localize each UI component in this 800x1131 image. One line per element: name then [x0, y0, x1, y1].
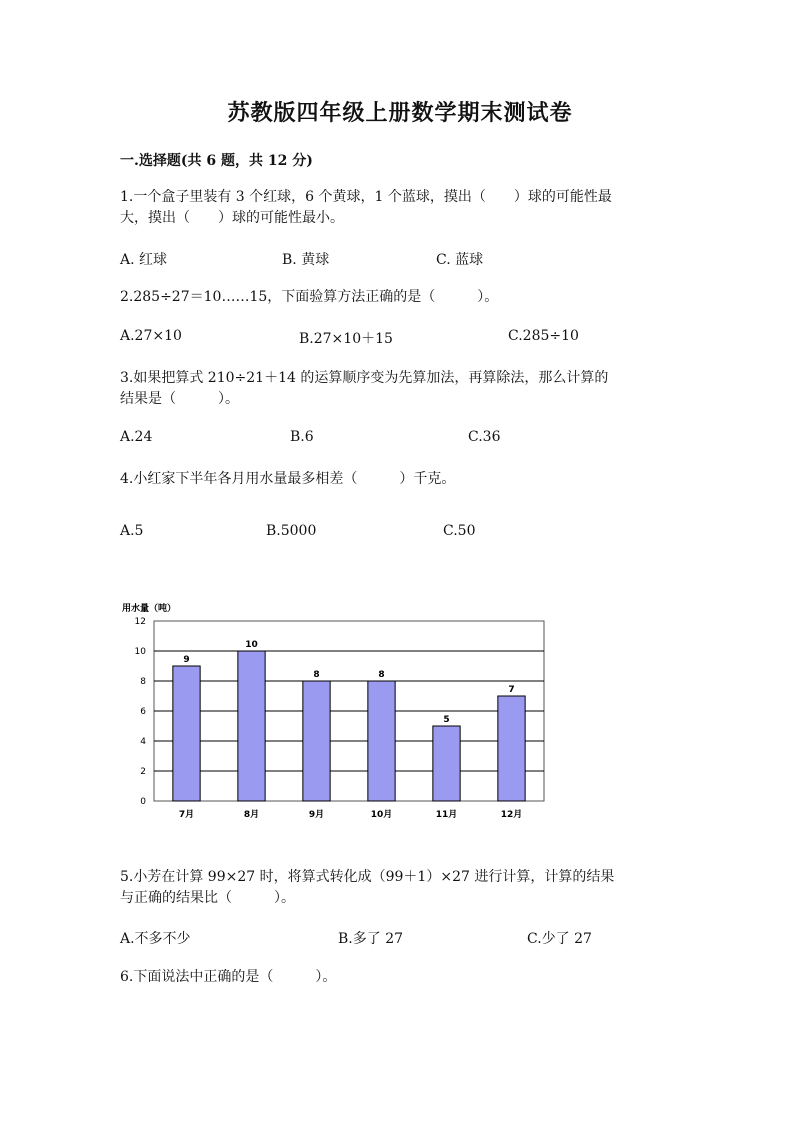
- chart-y-tick-label: 0: [140, 797, 146, 807]
- page-title: 苏教版四年级上册数学期末测试卷: [227, 100, 573, 126]
- question-5-line-2: 与正确的结果比（ ）。: [120, 890, 295, 906]
- question-3-line-2: 结果是（ ）。: [120, 391, 239, 407]
- question-4-option-a: A.5: [120, 523, 144, 539]
- chart-x-tick-label: 8月: [243, 810, 260, 820]
- question-5-option-c: C.少了 27: [527, 931, 592, 947]
- question-2-line-1: 2.285÷27＝10……15，下面验算方法正确的是（ ）。: [120, 289, 499, 305]
- question-1-line-2: 大，摸出（ ）球的可能性最小。: [120, 210, 344, 226]
- question-1-line-1: 1.一个盒子里装有 3 个红球，6 个黄球，1 个蓝球，摸出（ ）球的可能性最: [120, 189, 612, 205]
- chart-bar-10月: [368, 681, 395, 801]
- question-1-option-c: C. 蓝球: [436, 252, 484, 268]
- question-2-option-b: B.27×10＋15: [299, 331, 393, 347]
- chart-y-axis-label: 用水量（吨）: [122, 604, 177, 614]
- question-5-option-b: B.多了 27: [338, 931, 404, 947]
- chart-bar-11月: [433, 726, 460, 801]
- chart-y-tick-label: 8: [140, 677, 146, 687]
- chart-y-tick-label: 2: [140, 767, 146, 777]
- question-6-line-1: 6.下面说法中正确的是（ ）。: [120, 969, 337, 985]
- chart-data-label: 8: [378, 670, 385, 680]
- question-5-line-1: 5.小芳在计算 99×27 时，将算式转化成（99＋1）×27 进行计算，计算的结果: [120, 869, 615, 885]
- chart-y-tick-label: 6: [140, 707, 146, 717]
- section-heading: 一.选择题(共 6 题，共 12 分): [120, 153, 313, 169]
- question-1-option-b: B. 黄球: [282, 252, 330, 268]
- chart-data-label: 5: [443, 715, 450, 725]
- question-3-option-b: B.6: [290, 429, 314, 445]
- question-3-option-a: A.24: [120, 429, 153, 445]
- chart-y-tick-label: 10: [134, 647, 146, 657]
- chart-x-tick-label: 12月: [500, 810, 523, 820]
- chart-y-tick-label: 4: [140, 737, 146, 747]
- chart-data-label: 7: [508, 685, 515, 695]
- chart-bar-7月: [173, 666, 200, 801]
- chart-data-label: 8: [313, 670, 320, 680]
- question-2-option-a: A.27×10: [120, 328, 182, 344]
- question-1-option-a: A. 红球: [120, 252, 168, 268]
- question-4-line-1: 4.小红家下半年各月用水量最多相差（ ）千克。: [120, 471, 456, 487]
- chart-data-label: 10: [245, 640, 258, 650]
- question-5-option-a: A.不多不少: [120, 931, 191, 947]
- question-3-line-1: 3.如果把算式 210÷21＋14 的运算顺序变为先算加法，再算除法，那么计算的: [120, 370, 609, 386]
- chart-x-tick-label: 9月: [308, 810, 325, 820]
- question-3-option-c: C.36: [468, 429, 501, 445]
- chart-x-tick-label: 10月: [370, 810, 393, 820]
- chart-y-tick-label: 12: [134, 617, 146, 627]
- question-2-option-c: C.285÷10: [508, 328, 579, 344]
- question-4-option-c: C.50: [443, 523, 476, 539]
- chart-bar-8月: [238, 651, 265, 801]
- chart-x-tick-label: 11月: [435, 810, 458, 820]
- question-4-option-b: B.5000: [266, 523, 317, 539]
- chart-bar-9月: [303, 681, 330, 801]
- chart-x-tick-label: 7月: [178, 810, 195, 820]
- chart-data-label: 9: [183, 655, 190, 665]
- water-usage-bar-chart: [110, 596, 560, 836]
- chart-bar-12月: [498, 696, 525, 801]
